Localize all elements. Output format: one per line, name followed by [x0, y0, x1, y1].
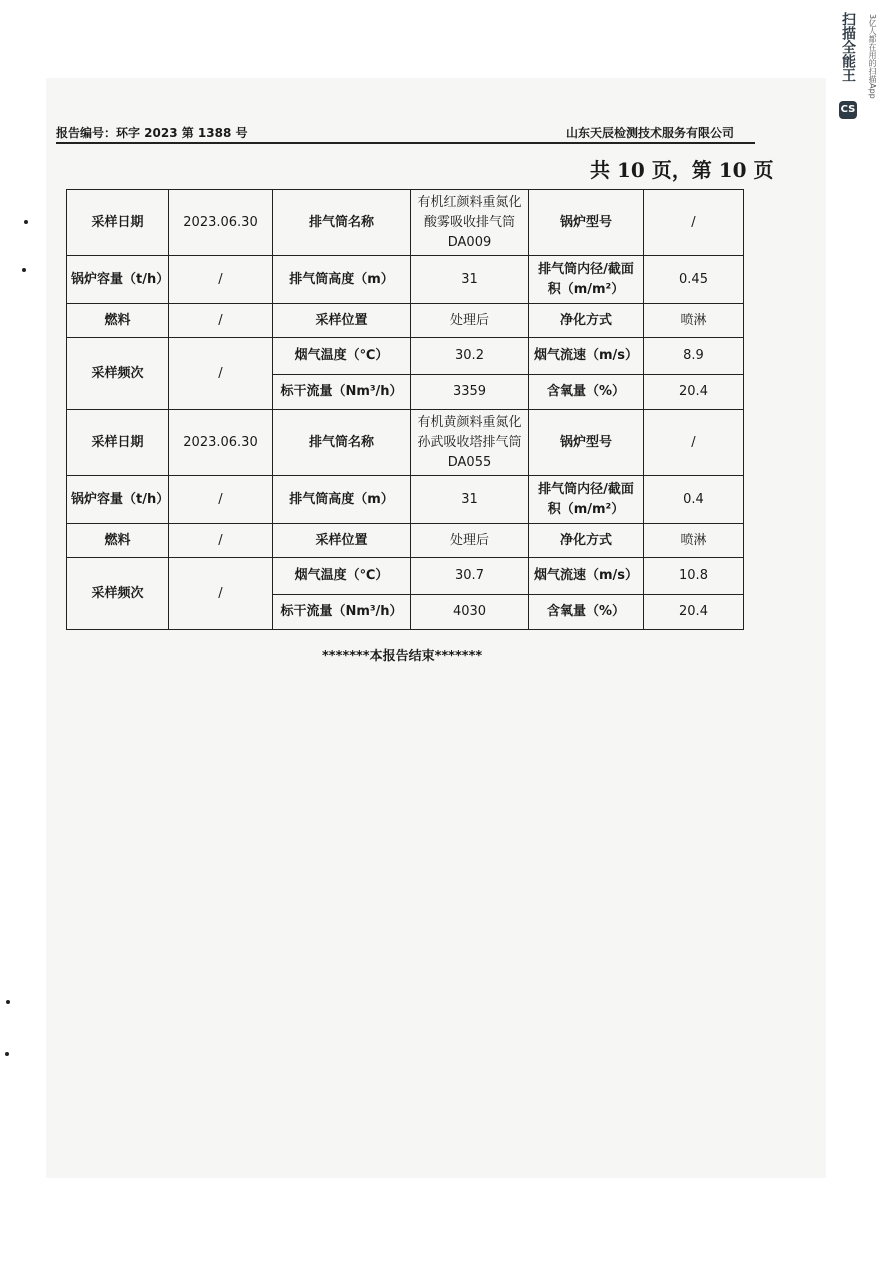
capacity-value: /	[169, 256, 273, 304]
boiler-type-value: /	[644, 410, 744, 476]
report-end-note: *******本报告结束*******	[322, 649, 483, 664]
date-value: 2023.06.30	[169, 190, 273, 256]
velocity-label: 烟气流速（m/s）	[529, 558, 644, 595]
stack-height-label: 排气筒高度（m）	[273, 476, 411, 524]
table-row	[67, 190, 744, 256]
position-value: 处理后	[411, 524, 529, 558]
scanner-watermark-name: 扫描全能王	[840, 12, 856, 82]
position-value: 处理后	[411, 304, 529, 338]
velocity-value: 10.8	[644, 558, 744, 595]
flow-value: 4030	[411, 595, 529, 630]
capacity-label: 锅炉容量（t/h）	[67, 256, 169, 304]
temp-value: 30.7	[411, 558, 529, 595]
diameter-label: 排气筒内径/截面积（m/m²）	[529, 256, 644, 304]
table-row	[67, 256, 744, 304]
boiler-type-value: /	[644, 190, 744, 256]
scan-speck	[5, 1052, 9, 1056]
capacity-value: /	[169, 476, 273, 524]
scan-speck	[24, 220, 28, 224]
company-name: 山东天辰检测技术服务有限公司	[566, 126, 735, 140]
table-row	[67, 558, 744, 595]
oxygen-value: 20.4	[644, 375, 744, 410]
camscanner-logo-icon: CS	[839, 101, 857, 119]
table-row	[67, 476, 744, 524]
purify-label: 净化方式	[529, 304, 644, 338]
table-row	[67, 524, 744, 558]
stack-name-value: 有机红颜料重氮化酸雾吸收排气筒 DA009	[411, 190, 529, 256]
temp-label: 烟气温度（℃）	[273, 558, 411, 595]
flow-label: 标干流量（Nm³/h）	[273, 375, 411, 410]
diameter-value: 0.45	[644, 256, 744, 304]
purify-label: 净化方式	[529, 524, 644, 558]
frequency-value: /	[169, 558, 273, 630]
diameter-value: 0.4	[644, 476, 744, 524]
scan-speck	[6, 1000, 10, 1004]
page-count: 共 10 页，第 10 页	[590, 158, 774, 182]
frequency-label: 采样频次	[67, 338, 169, 410]
position-label: 采样位置	[273, 524, 411, 558]
temp-label: 烟气温度（℃）	[273, 338, 411, 375]
position-label: 采样位置	[273, 304, 411, 338]
fuel-value: /	[169, 524, 273, 558]
flow-label: 标干流量（Nm³/h）	[273, 595, 411, 630]
date-value: 2023.06.30	[169, 410, 273, 476]
flow-value: 3359	[411, 375, 529, 410]
report-number: 报告编号：环字 2023 第 1388 号	[56, 126, 248, 140]
header-divider	[56, 142, 755, 144]
purify-value: 喷淋	[644, 524, 744, 558]
fuel-label: 燃料	[67, 304, 169, 338]
velocity-label: 烟气流速（m/s）	[529, 338, 644, 375]
stack-height-value: 31	[411, 256, 529, 304]
emission-table	[66, 189, 744, 630]
capacity-label: 锅炉容量（t/h）	[67, 476, 169, 524]
temp-value: 30.2	[411, 338, 529, 375]
table-row	[67, 410, 744, 476]
oxygen-label: 含氧量（%）	[529, 375, 644, 410]
boiler-type-label: 锅炉型号	[529, 410, 644, 476]
frequency-value: /	[169, 338, 273, 410]
stack-name-label: 排气筒名称	[273, 410, 411, 476]
table-row	[67, 304, 744, 338]
fuel-label: 燃料	[67, 524, 169, 558]
stack-name-label: 排气筒名称	[273, 190, 411, 256]
date-label: 采样日期	[67, 410, 169, 476]
frequency-label: 采样频次	[67, 558, 169, 630]
table-row	[67, 338, 744, 375]
boiler-type-label: 锅炉型号	[529, 190, 644, 256]
scan-speck	[22, 268, 26, 272]
date-label: 采样日期	[67, 190, 169, 256]
scanner-watermark-slogan: 3亿人都在用的扫描App	[868, 14, 877, 99]
oxygen-value: 20.4	[644, 595, 744, 630]
oxygen-label: 含氧量（%）	[529, 595, 644, 630]
stack-height-label: 排气筒高度（m）	[273, 256, 411, 304]
diameter-label: 排气筒内径/截面积（m/m²）	[529, 476, 644, 524]
stack-height-value: 31	[411, 476, 529, 524]
velocity-value: 8.9	[644, 338, 744, 375]
stack-name-value: 有机黄颜料重氮化孙武吸收塔排气筒 DA055	[411, 410, 529, 476]
fuel-value: /	[169, 304, 273, 338]
purify-value: 喷淋	[644, 304, 744, 338]
